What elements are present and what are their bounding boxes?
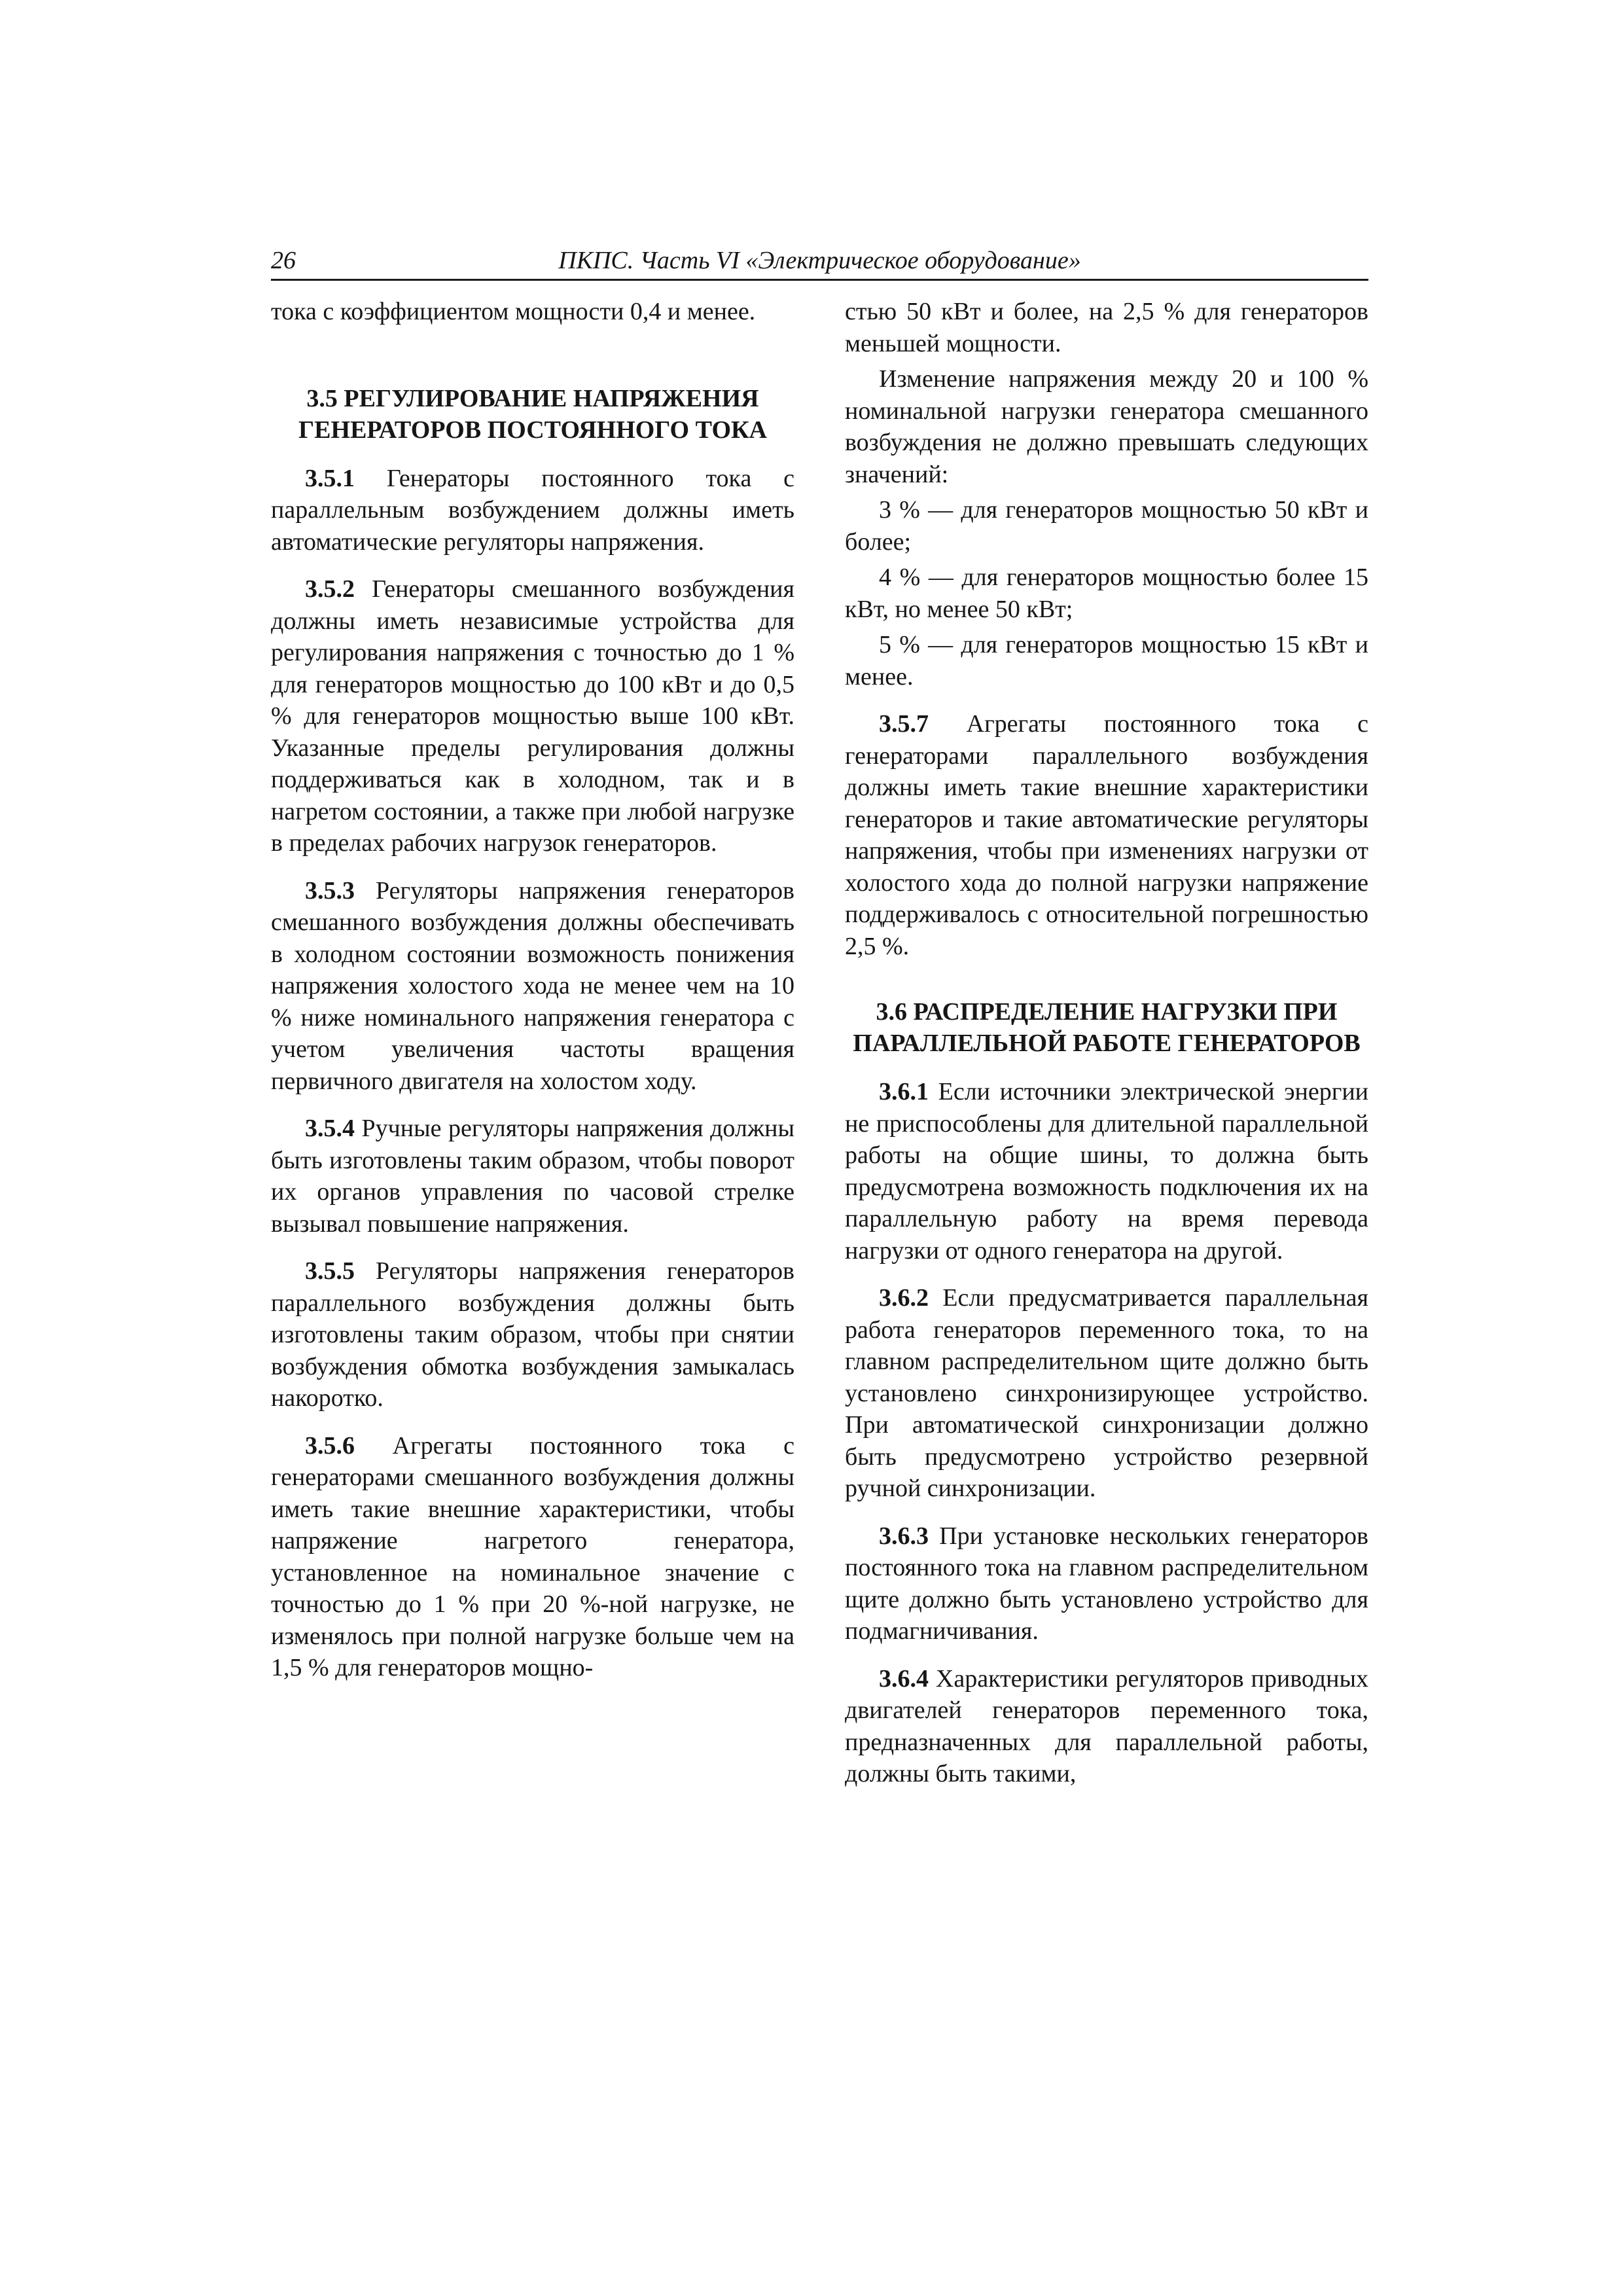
paragraph-text: При установке нескольких генераторов постоянного тока на главном распределительном щите должно быть установлено устройство для подмагничивания.	[845, 1522, 1369, 1645]
paragraph-text: Регуляторы напряжения генераторов параллельного возбуждения должны быть изготовлены таким образом, чтобы при снятии возбуждения обмотка возбуждения замыкалась накоротко.	[271, 1257, 794, 1412]
paragraph-text: Если предусматривается параллельная работа генераторов переменного тока, то на главном распределительном щите должно быть установлено синхронизирующее устройство. При автоматической синхронизации должно быть предусмотрено устройство резервной ручной синхронизации.	[845, 1284, 1368, 1502]
paragraph-3-5-6	[271, 1430, 794, 1684]
list-item: 3 % — для генераторов мощностью 50 кВт и более;	[845, 496, 1368, 556]
paragraph-number: 3.5.3	[305, 876, 355, 905]
continuation-text: тока с коэффициентом мощности 0,4 и менее.	[271, 298, 756, 325]
paragraph-text: Генераторы постоянного тока с параллельным возбуждением должны иметь автоматические регуляторы напряжения.	[271, 464, 794, 556]
paragraph-text: Генераторы смешанного возбуждения должны иметь независимые устройства для регулирования напряжения с точностью до 1 % для генераторов мощностью до 100 кВт и до 0,5 % для генераторов мощностью выше 100 кВт. Указанные пределы регулирования должны поддерживаться как в холодном, так и в нагретом состоянии, а также при любой нагрузке в пределах рабочих нагрузок генераторов.	[271, 575, 794, 857]
paragraph-text: Ручные регуляторы напряжения должны быть изготовлены таким образом, чтобы поворот их органов управления по часовой стрелке вызывал повышение напряжения.	[271, 1115, 795, 1238]
section-heading-3-6: 3.6 РАСПРЕДЕЛЕНИЕ НАГРУЗКИ ПРИ ПАРАЛЛЕЛЬНОЙ РАБОТЕ ГЕНЕРАТОРОВ	[853, 998, 1361, 1057]
paragraph-number: 3.5.4	[305, 1115, 355, 1142]
left-column	[271, 296, 794, 1700]
page-header	[271, 242, 1368, 281]
paragraph-number: 3.6.3	[879, 1522, 929, 1550]
paragraph-text: Если источники электрической энергии не приспособлены для длительной параллельной работы на общие шины, то должна быть предусмотрена возможность подключения их на параллельную работу на время перевода нагрузки от одного генератора на другой.	[845, 1078, 1369, 1265]
paragraph-3-6-3	[845, 1520, 1368, 1647]
list-intro: Изменение напряжения между 20 и 100 % номинальной нагрузки генератора смешанного возбуждения не должно превышать следующих значений:	[845, 365, 1368, 488]
paragraph-3-6-4	[845, 1663, 1368, 1790]
paragraph-text: Агрегаты постоянного тока с генераторами параллельного возбуждения должны иметь такие внешние характеристики генераторов и такие автоматические регуляторы напряжения, чтобы при изменениях нагрузки от холостого хода до полной нагрузки напряжение поддерживалось с относительной погрешностью 2,5 %.	[845, 710, 1369, 960]
paragraph-3-5-5	[271, 1255, 794, 1414]
paragraph-3-5-2	[271, 573, 794, 859]
paragraph-3-5-3	[271, 875, 794, 1098]
paragraph-number: 3.5.7	[879, 710, 929, 738]
paragraph-3-5-1	[271, 463, 794, 558]
running-title: ПКПС. Часть VI «Электрическое оборудование»	[558, 247, 1081, 274]
paragraph-text: Агрегаты постоянного тока с генераторами смешанного возбуждения должны иметь такие внешние характеристики, чтобы напряжение нагретого генератора, установленное на номинальное значение с точностью до 1 % при 20 %-ной нагрузке, не изменялось при полной нагрузке больше чем на 1,5 % для генераторов мощно-	[271, 1431, 795, 1681]
right-column	[845, 296, 1368, 1806]
paragraph-3-6-2	[845, 1282, 1368, 1505]
list-item: 5 % — для генераторов мощностью 15 кВт и менее.	[845, 631, 1368, 691]
paragraph-number: 3.6.2	[879, 1284, 929, 1312]
paragraph-number: 3.5.2	[305, 575, 355, 603]
paragraph-number: 3.5.6	[305, 1431, 355, 1460]
list-item: 4 % — для генераторов мощностью более 15 кВт, но менее 50 кВт;	[845, 564, 1368, 623]
section-heading-3-5: 3.5 РЕГУЛИРОВАНИЕ НАПРЯЖЕНИЯ ГЕНЕРАТОРОВ ПОСТОЯННОГО ТОКА	[298, 384, 767, 444]
continuation-text: стью 50 кВт и более, на 2,5 % для генераторов меньшей мощности.	[845, 298, 1368, 357]
paragraph-number: 3.6.4	[879, 1664, 929, 1693]
page-number: 26	[271, 247, 296, 274]
paragraph-3-5-4	[271, 1113, 794, 1240]
paragraph-3-6-1	[845, 1076, 1368, 1266]
paragraph-number: 3.6.1	[879, 1078, 929, 1105]
paragraph-text: Характеристики регуляторов приводных двигателей генераторов переменного тока, предназначенных для параллельной работы, должны быть такими,	[845, 1664, 1368, 1787]
paragraph-text: Регуляторы напряжения генераторов смешанного возбуждения должны обеспечивать в холодном состоянии возможность понижения напряжения холостого хода не менее чем на 10 % ниже номинального напряжения генератора с учетом увеличения частоты вращения первичного двигателя на холостом ходу.	[271, 876, 794, 1095]
paragraph-number: 3.5.5	[305, 1257, 355, 1285]
paragraph-3-5-7	[845, 708, 1368, 962]
paragraph-number: 3.5.1	[305, 464, 355, 492]
